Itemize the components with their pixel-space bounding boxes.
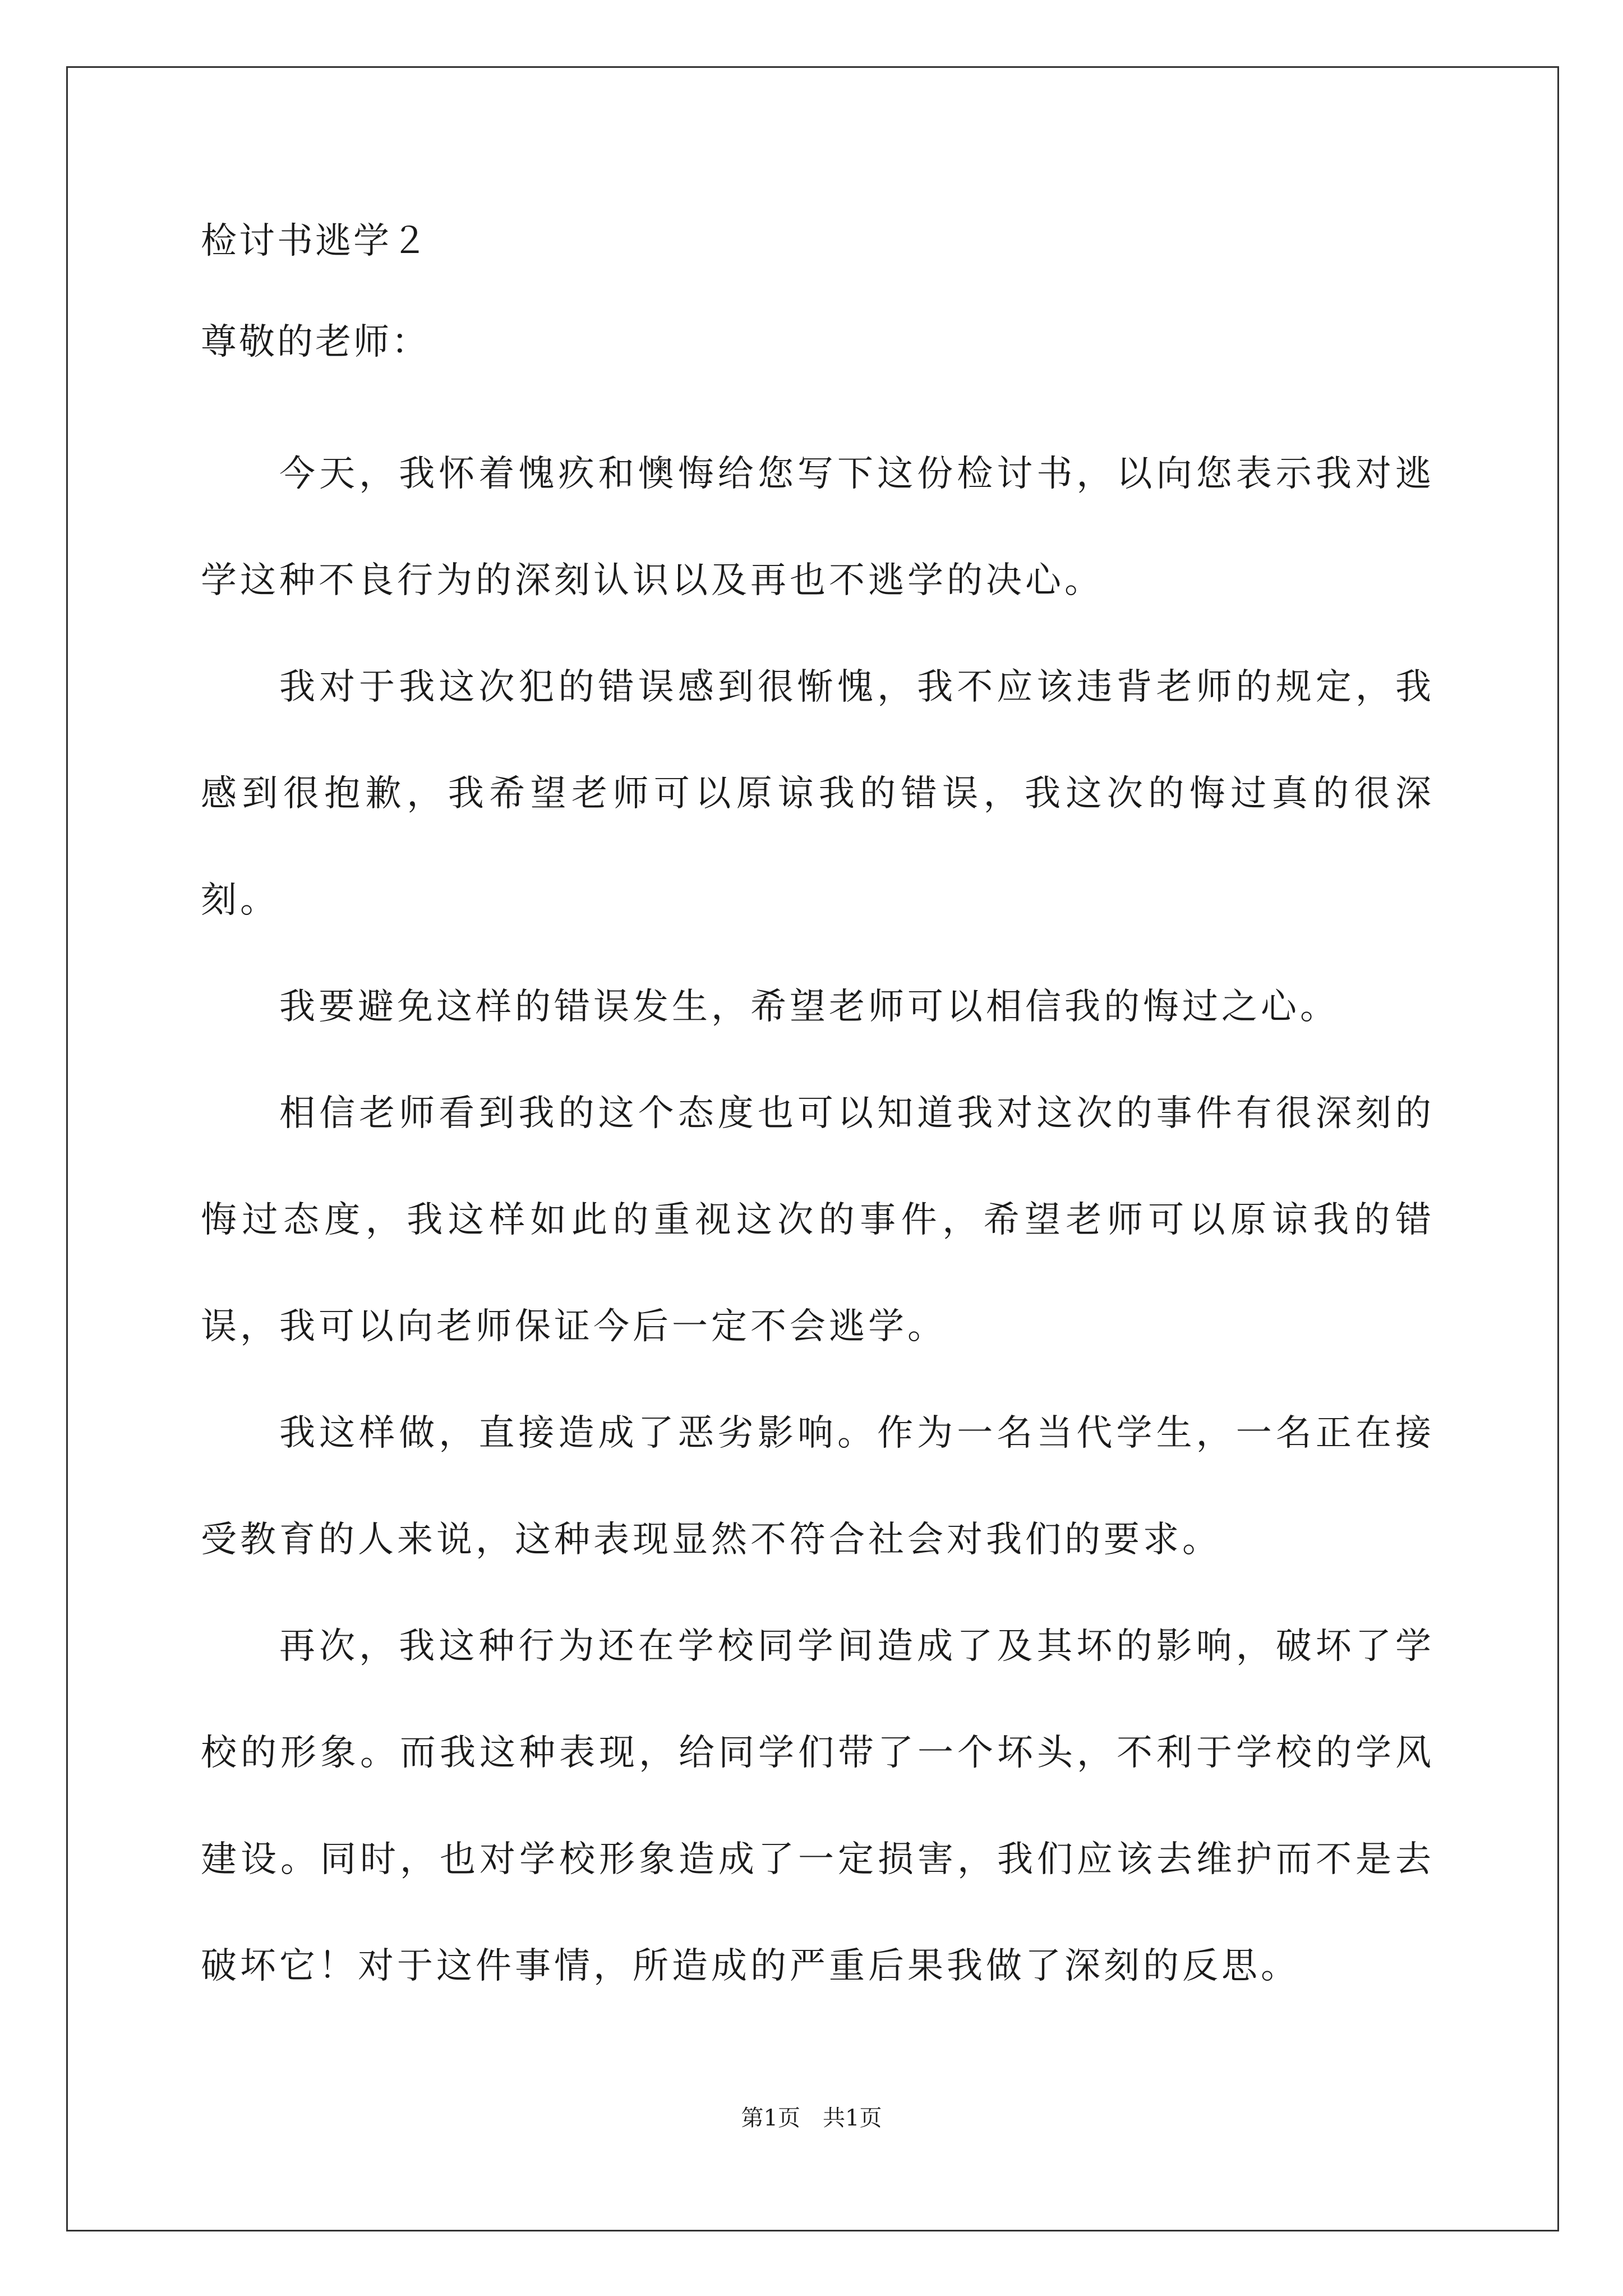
page-footer: 第1页 共1页 xyxy=(741,2105,882,2131)
paragraph-4: 相信老师看到我的这个态度也可以知道我对这次的事件有很深刻的悔过态度，我这样如此的重视这次的事件，希望老师可以原谅我的错误，我可以向老师保证今后一定不会逃学。 xyxy=(201,1093,1435,1347)
paragraph-5: 我这样做，直接造成了恶劣影响。作为一名当代学生，一名正在接受教育的人来说，这种表现显然不符合社会对我们的要求。 xyxy=(201,1412,1435,1561)
salutation: 尊敬的老师： xyxy=(201,321,430,363)
document-body xyxy=(201,213,1435,2019)
paragraph-3: 我要避免这样的错误发生，希望老师可以相信我的悔过之心。 xyxy=(279,986,1339,1028)
document-title: 检讨书逃学２ xyxy=(201,220,430,262)
paragraph-2: 我对于我这次犯的错误感到很惭愧，我不应该违背老师的规定，我感到很抱歉，我希望老师可以原谅我的错误，我这次的悔过真的很深刻。 xyxy=(201,666,1435,921)
paragraph-1: 今天，我怀着愧疚和懊悔给您写下这份检讨书，以向您表示我对逃学这种不良行为的深刻认识以及再也不逃学的决心。 xyxy=(201,453,1435,601)
paragraph-6: 再次，我这种行为还在学校同学间造成了及其坏的影响，破坏了学校的形象。而我这种表现，给同学们带了一个坏头，不利于学校的学风建设。同时，也对学校形象造成了一定损害，我们应该去维护而不是去破坏它！对于这件事情，所造成的严重后果我做了深刻的反思。 xyxy=(201,1626,1435,1987)
